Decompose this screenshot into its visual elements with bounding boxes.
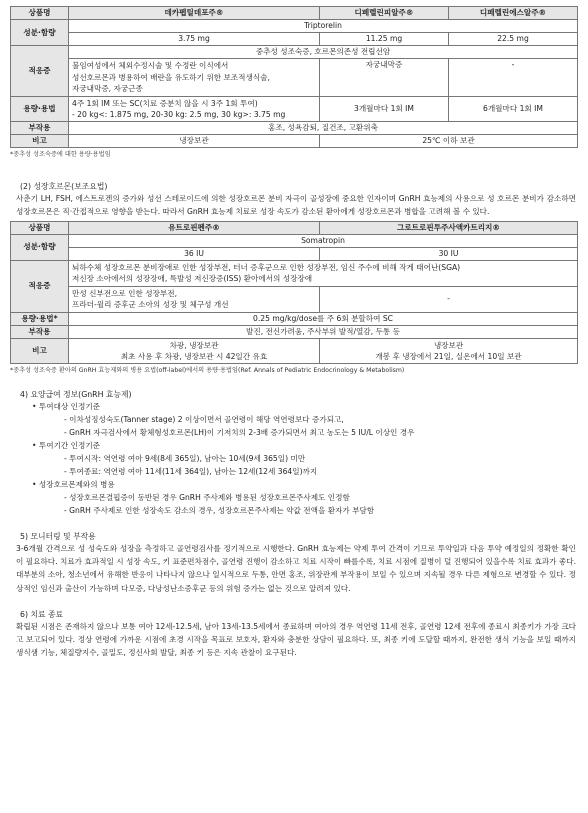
header-diphereline-sr: 디페렐린에스알주® <box>449 7 578 20</box>
triptorelin-table <box>10 6 578 148</box>
section4-title: 4) 요양급여 정보(GnRH 효능제) <box>20 389 132 399</box>
list-item: - 성장호르몬결핍증이 동반된 경우 GnRH 주사제와 병용된 성장호르몬주사제도 인정함 <box>64 492 350 502</box>
indication-common-2: 뇌하수체 성장호르몬 분비장애로 인한 성장부전, 터너 증후군으로 인한 성장부전, 임신 주수에 비해 작게 태어난(SGA) 저신장 소아에서의 성장장애, 특발성 저신장증(ISS) 환아에서의 성장장애 <box>69 260 578 286</box>
remark-diphereline: 25℃ 이하 보관 <box>320 134 578 147</box>
list-item: - 투여시작: 역연령 여아 9세(8세 365일), 남아는 10세(9세 365일) 미만 <box>64 453 306 463</box>
list-item: • 투여대상 인정기준 <box>32 401 101 411</box>
list-item: - 투여종료: 역연령 여아 11세(11세 364일), 남아는 12세(12세 364일)까지 <box>64 466 318 476</box>
dose-2: 11.25 mg <box>320 33 449 46</box>
side-effect-label: 부작용 <box>11 121 69 134</box>
ingredient-name: Triptorelin <box>69 20 578 33</box>
indication-diphereline-sr: - <box>449 59 578 97</box>
indication-label: 적응증 <box>11 46 69 97</box>
dose-3: 22.5 mg <box>449 33 578 46</box>
list-item: - GnRH 주사제로 인한 성장속도 감소의 경우, 성장호르몬주사제는 약값 전액을 환자가 부담함 <box>64 505 375 515</box>
section2-paragraph: 사춘기 LH, FSH, 에스트로겐의 증가와 성선 스테로이드에 의한 성장호르몬 분비 자극이 골성장에 중요한 인자이며 GnRH 효능제의 사용으로 성 호르몬 분비가 감소하면 성장호르몬은 직·간접적으로 영향을 받는다. 따라서 GnRH 효능제 치료로 성장 속도가 감소된 환아에게 성장호르몬과 병합을 고려해 볼 수 있다. <box>16 193 576 216</box>
dose-1: 3.75 mg <box>69 33 320 46</box>
ingredient-name-2: Somatropin <box>69 234 578 247</box>
list-item: • 투여기간 인정기준 <box>32 440 101 450</box>
section6-paragraph: 확립된 시점은 존재하지 않으나 보통 여아 12세-12.5세, 남아 13세-13.5세에서 종료하며 여아의 경우 역연령 11세 전후, 골연령 12세 전후에 종료시 최종키가 가장 크다고 보고되어 있다. 정상 연령에 가까운 시점에 초경 시작을 목표로 보호자, 환자와 충분한 상담이 필요하다. 또, 최종 키에 도달할 때까지, 완전한 생식 기능을 보일 때까지 생식샘 기능, 체질량지수, 골밀도, 정신사회 발달, 최종 키 등은 지속 관찰이 요구된다. <box>16 621 576 658</box>
somatropin-table <box>10 221 578 364</box>
list-item: • 성장호르몬제와의 병용 <box>32 479 115 489</box>
ingredient-label: 성분·함량 <box>11 20 69 46</box>
dosage-label-2: 용량·용법* <box>11 312 69 325</box>
header-product: 상품명 <box>11 7 69 20</box>
dosage-value-2: 0.25 mg/kg/dose를 주 6회 분할하여 SC <box>69 312 578 325</box>
side-effect-value: 홍조, 성욕감퇴, 질건조, 고환위축 <box>69 121 578 134</box>
indication-common: 중추성 성조숙증, 호르몬의존성 전립선암 <box>69 46 578 59</box>
table2-footnote: *중추성 성조숙증 환아의 GnRH 효능제와의 병용 요법(off-label)에서의 용량·용법임(Ref. Annals of Pediatric Endocrinology & Metabolism) <box>10 366 405 374</box>
remark-growtropin: 냉장보관 개봉 후 냉장에서 21일, 실온에서 10일 보관 <box>320 338 578 363</box>
indication-eutropin: 만성 신부전으로 인한 성장부전, 프라더-윌리 증후군 소아의 성장 및 체구성 개선 <box>69 286 320 312</box>
side-effect-label-2: 부작용 <box>11 325 69 338</box>
remark-decapeptyl: 냉장보관 <box>69 134 320 147</box>
indication-label-2: 적응증 <box>11 260 69 312</box>
indication-decapeptyl: 불임여성에서 체외수정시술 및 수정란 이식에서 성선호르몬과 병용하여 배란을 유도하기 위한 보조적생식술, 자궁내막증, 자궁근종 <box>69 59 320 97</box>
section5-paragraph: 3-6개월 간격으로 성 성숙도와 성장을 측정하고 골연령검사를 정기적으로 시행한다. GnRH 효능제는 약제 투여 간격이 기므로 투약일과 다음 투약 예정일의 정확한 확인이 필요하다. 치료가 효과적일 시 성장 속도, 키 표준편차점수, 골연령 진행이 감소하고 치료 시작이 빠를수록, 치료 시점에 질병이 덜 진행되어 있을수록 치료 효과가 좋다. 대부분의 소아, 청소년에서 유해한 반응이 나타나지 않으나 일시적으로 두통, 안면 홍조, 위장관계 부작용이 보일 수 있으며 지속될 경우 다른 제형으로 변경할 수 있다. 정상적인 임신과 출산이 가능하며 다모증, 다낭성난소증후군 등의 위험 증가는 없는 것으로 알려져 있다. <box>16 543 576 593</box>
dosage-decapeptyl: 4주 1회 IM 또는 SC(치료 증분치 않을 시 3주 1회 투여) - 20 kg<: 1.875 mg, 20-30 kg: 2.5 mg, 30 kg>: 3.75 mg <box>69 96 320 121</box>
remark-eutropin: 차광, 냉장보관 최초 사용 후 차광, 냉장보관 시 42일간 유효 <box>69 338 320 363</box>
dose-growtropin: 30 IU <box>320 247 578 260</box>
section4-list <box>10 400 578 517</box>
dosage-diphereline-pr: 3개월마다 1회 IM <box>320 96 449 121</box>
header-decapeptyl: 데카펩틸데포주® <box>69 7 320 20</box>
list-item: - 이차성징성숙도(Tanner stage) 2 이상이면서 골연령이 해당 역연령보다 증가되고, <box>64 414 344 424</box>
section6-title: 6) 치료 종료 <box>20 609 64 619</box>
list-item: - GnRH 자극검사에서 황체형성호르몬(LH)이 기저치의 2-3배 증가되면서 최고 농도는 5 IU/L 이상인 경우 <box>64 427 415 437</box>
ingredient-label-2: 성분·함량 <box>11 234 69 260</box>
indication-diphereline-pr: 자궁내막증 <box>320 59 449 97</box>
table1-footnote: *중추성 성조숙증에 대한 용량·용법임 <box>10 150 111 158</box>
section5-title: 5) 모니터링 및 부작용 <box>20 531 96 541</box>
section2-title: (2) 성장호르몬(보조요법) <box>20 181 108 191</box>
side-effect-value-2: 발진, 전신가려움, 주사부위 발적/열감, 두통 등 <box>69 325 578 338</box>
dosage-diphereline-sr: 6개월마다 1회 IM <box>449 96 578 121</box>
header-product-2: 상품명 <box>11 221 69 234</box>
remark-label: 비고 <box>11 134 69 147</box>
header-growtropin: 그로트로핀투주사액카트리지® <box>320 221 578 234</box>
dose-eutropin: 36 IU <box>69 247 320 260</box>
dosage-label: 용량·용법 <box>11 96 69 121</box>
indication-growtropin: - <box>320 286 578 312</box>
header-eutropin: 유트로핀펜주® <box>69 221 320 234</box>
header-diphereline-pr: 디페렐린피알주® <box>320 7 449 20</box>
remark-label-2: 비고 <box>11 338 69 363</box>
